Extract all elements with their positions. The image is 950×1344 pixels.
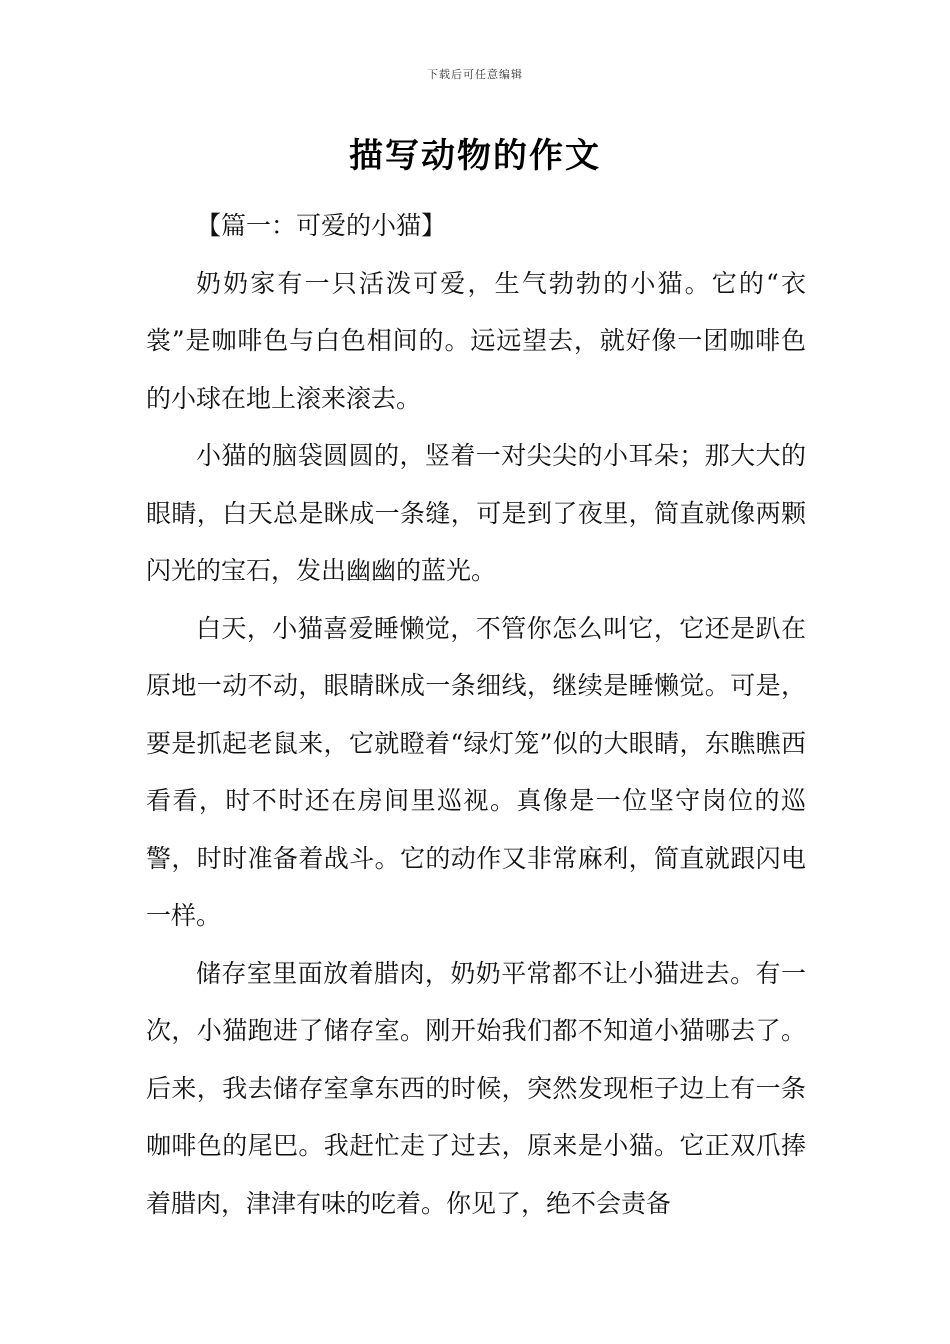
paragraph-1: 奶奶家有一只活泼可爱，生气勃勃的小猫。它的“衣裳”是咖啡色与白色相间的。远远望去，就好像一团咖啡色的小球在地上滚来滚去。: [146, 268, 806, 413]
paragraph-2: 小猫的脑袋圆圆的，竖着一对尖尖的小耳朵；那大大的眼睛，白天总是眯成一条缝，可是到了夜里，简直就像两颗闪光的宝石，发出幽幽的蓝光。: [146, 441, 806, 585]
paragraph-4: 储存室里面放着腊肉，奶奶平常都不让小猫进去。有一次，小猫跑进了储存室。刚开始我们都不知道小猫哪去了。后来，我去储存室拿东西的时候，突然发现柜子边上有一条咖啡色的尾巴。我赶忙走了过去，原来是小猫。它正双爪捧着腊肉，津津有味的吃着。你见了，绝不会责备: [146, 958, 806, 1218]
document-title: 描写动物的作文: [349, 136, 601, 176]
paragraph-3: 白天，小猫喜爱睡懒觉，不管你怎么叫它，它还是趴在原地一动不动，眼睛眯成一条细线，继续是睡懒觉。可是，要是抓起老鼠来，它就瞪着“绿灯笼”似的大眼睛，东瞧瞧西看看，时不时还在房间里巡视。真像是一位坚守岗位的巡警，时时准备着战斗。它的动作又非常麻利，简直就跟闪电一样。: [146, 613, 806, 930]
document-body: [146, 197, 806, 1232]
page-header-note: 下载后可任意编辑: [427, 68, 523, 81]
section-title: 【篇一：可爱的小猫】: [196, 211, 447, 240]
